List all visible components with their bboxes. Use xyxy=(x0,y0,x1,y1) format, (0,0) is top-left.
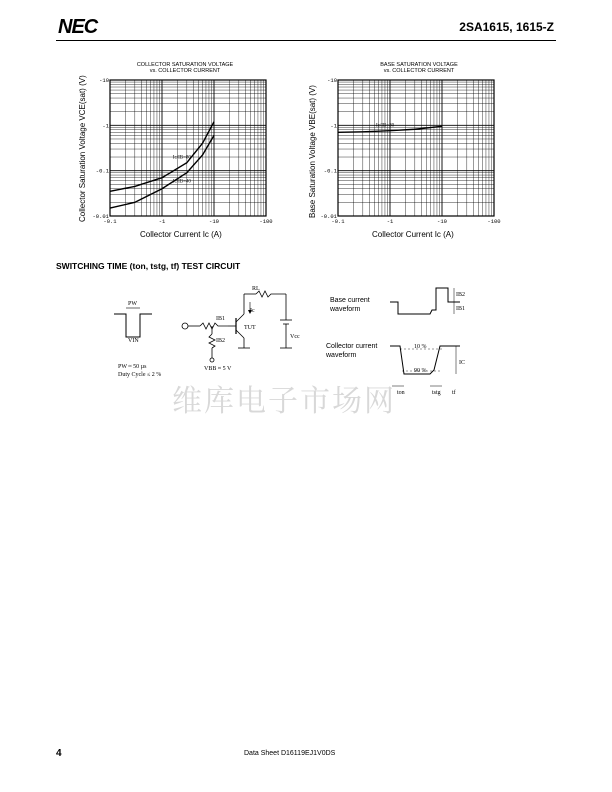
y-tick-label: -10 xyxy=(99,77,109,84)
ten-percent-label: 10 % xyxy=(414,344,427,350)
vbb-label: VBB ≈ 5 V xyxy=(204,366,232,372)
y-tick-label: -0.1 xyxy=(95,167,109,175)
base-resistor xyxy=(200,323,228,329)
x-tick-label: -1 xyxy=(386,218,394,225)
tf-label: tf xyxy=(452,390,456,396)
chart1-xlabel: Collector Current Ic (A) xyxy=(140,230,222,239)
input-terminal xyxy=(182,323,188,329)
ib1-label: IB1 xyxy=(216,316,225,322)
y-tick-label: -10 xyxy=(327,77,337,84)
base-current-waveform xyxy=(390,288,460,314)
header-rule xyxy=(56,40,556,41)
rl-label: RL xyxy=(252,286,260,292)
wave-ib1-label: IB1 xyxy=(456,306,465,312)
section-title: SWITCHING TIME (ton, tstg, tf) TEST CIRCUIT xyxy=(56,261,241,271)
chart1-ylabel: Collector Saturation Voltage VCE(sat) (V) xyxy=(78,75,87,222)
chart1-plot xyxy=(92,76,276,236)
y-tick-label: -1 xyxy=(330,122,337,130)
series-label: Ic/IB=80 xyxy=(376,123,395,129)
switching-waveforms xyxy=(390,282,470,400)
chart2-xlabel: Collector Current Ic (A) xyxy=(372,230,454,239)
plot-frame xyxy=(338,80,494,216)
y-tick-label: -0.1 xyxy=(323,167,337,175)
part-number: 2SA1615, 1615-Z xyxy=(459,20,554,34)
base-waveform-label: Base current waveform xyxy=(330,297,370,313)
watermark: 维库电子市场网 xyxy=(172,384,396,419)
tut-label: TUT xyxy=(244,325,256,331)
wave-ic-label: IC xyxy=(459,360,465,366)
ninety-percent-label: 90 % xyxy=(414,368,427,374)
pw-note: PW ≈ 50 µs xyxy=(118,364,147,370)
page-number: 4 xyxy=(56,748,62,759)
chart2-plot xyxy=(320,76,504,236)
x-tick-label: -10 xyxy=(437,218,447,225)
nec-logo: NEC xyxy=(58,16,98,38)
series-label: Ic/IB=80 xyxy=(172,155,191,161)
vbb-terminal xyxy=(210,358,214,362)
x-tick-label: -100 xyxy=(259,218,273,225)
input-pulse-waveform xyxy=(114,314,152,337)
duty-cycle: Duty Cycle ≤ 2 % xyxy=(118,372,162,378)
x-tick-label: -0.1 xyxy=(331,218,345,225)
ic-label: Ic xyxy=(250,308,255,314)
document-number: Data Sheet D16119EJ1V0DS xyxy=(244,750,336,757)
y-tick-label: -0.01 xyxy=(320,213,337,220)
chart2-title: BASE SATURATION VOLTAGE vs. COLLECTOR CURRENT xyxy=(380,62,458,74)
series-label: Ic/IB=40 xyxy=(172,179,191,185)
bias-resistor xyxy=(209,334,215,348)
plot-frame xyxy=(110,80,266,216)
x-tick-label: -0.1 xyxy=(103,218,117,225)
x-tick-label: -10 xyxy=(209,218,219,225)
vcc-label: Vcc xyxy=(290,334,300,340)
wave-ib2-label: IB2 xyxy=(456,292,465,298)
ton-label: ton xyxy=(397,390,405,396)
chart2-ylabel: Base Saturation Voltage VBE(sat) (V) xyxy=(308,85,317,218)
ib2-label: IB2 xyxy=(216,338,225,344)
pw-label: PW xyxy=(128,301,137,307)
x-tick-label: -1 xyxy=(158,218,166,225)
chart1-title: COLLECTOR SATURATION VOLTAGE vs. COLLECTOR CURRENT xyxy=(136,62,234,74)
load-resistor xyxy=(256,291,286,297)
vin-label: VIN xyxy=(128,338,139,344)
tstg-label: tstg xyxy=(432,390,441,396)
y-tick-label: -1 xyxy=(102,122,109,130)
x-tick-label: -100 xyxy=(487,218,501,225)
collector-waveform-label: Collector current waveform xyxy=(326,343,378,359)
y-tick-label: -0.01 xyxy=(92,213,109,220)
